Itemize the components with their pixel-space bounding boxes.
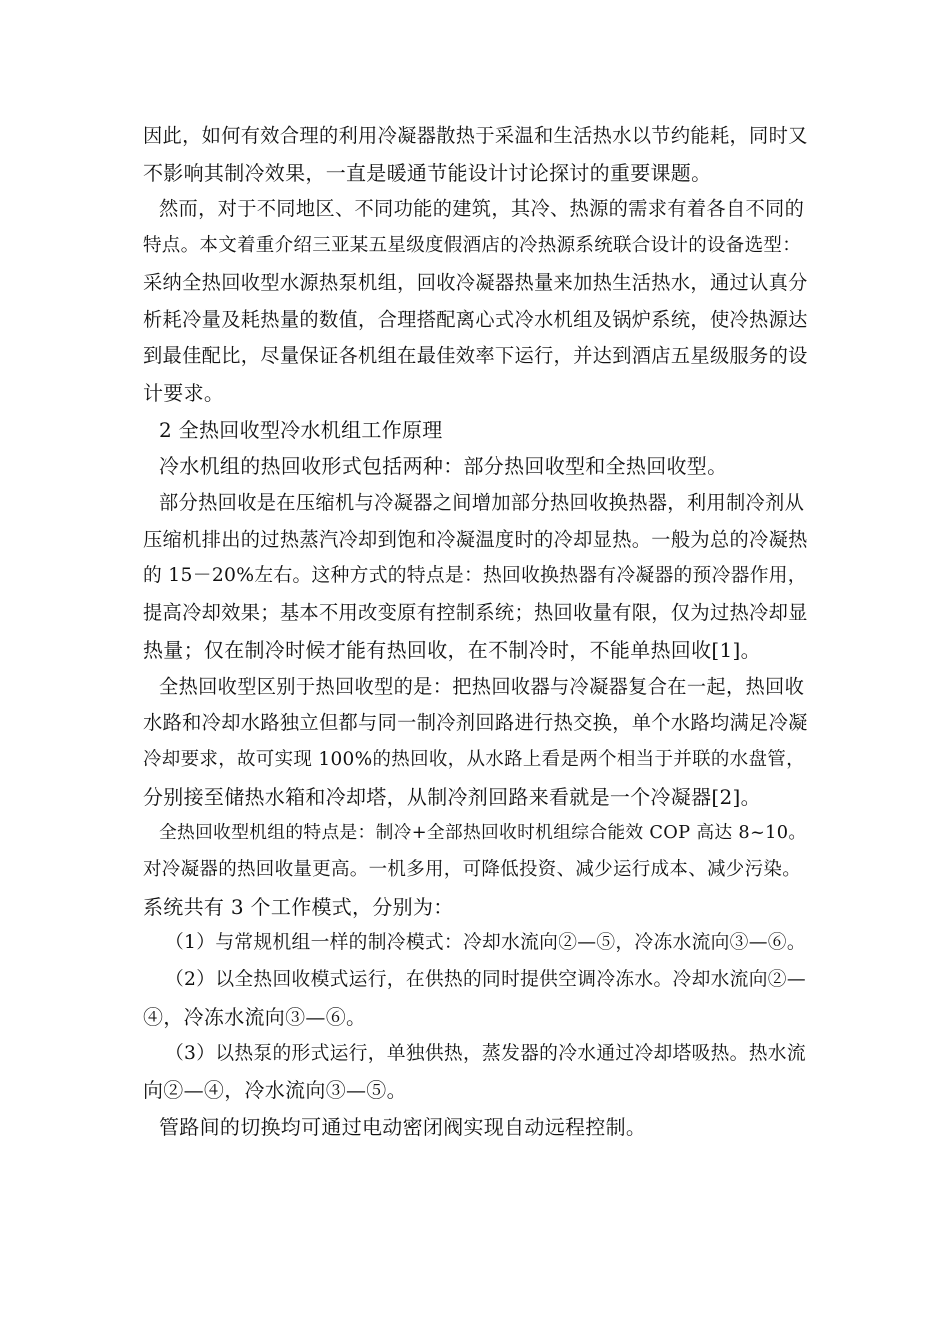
paragraph-switching (143, 1109, 808, 1146)
text-line: 对冷凝器的热回收量更高。一机多用，可降低投资、减少运行成本、减少污染。 (143, 859, 802, 881)
text-line: 采纳全热回收型水源热泵机组，回收冷凝器热量来加热生活热水，通过认真分 (143, 270, 808, 294)
text-line: 不影响其制冷效果，一直是暖通节能设计讨论探讨的重要课题。 (143, 160, 712, 185)
text-line: 到最佳配比，尽量保证各机组在最佳效率下运行，并达到酒店五星级服务的设 (143, 344, 808, 368)
paragraph-partial-recovery (143, 485, 808, 669)
paragraph-features (143, 815, 808, 925)
text-line: 的 15－20%左右。这种方式的特点是：热回收换热器有冷凝器的预冷器作用， (143, 565, 807, 587)
text-line: （2）以全热回收模式运行，在供热的同时提供空调冷冻水。冷却水流向②— (165, 969, 806, 991)
text-line: 因此，如何有效合理的利用冷凝器散热于采温和生活热水以节约能耗，同时又 (143, 124, 808, 147)
text-line: 管路间的切换均可通过电动密闭阀实现自动远程控制。 (159, 1114, 647, 1139)
paragraph-however (143, 191, 808, 411)
text-line: 全热回收型机组的特点是：制冷+全部热回收时机组综合能效 COP 高达 8~10。 (159, 823, 807, 844)
text-line: 压缩机排出的过热蒸汽冷却到饱和冷凝温度时的冷却显热。一般为总的冷凝热 (143, 527, 808, 551)
text-line: 然而，对于不同地区、不同功能的建筑，其冷、热源的需求有着各自不同的 (159, 197, 805, 221)
paragraph-full-recovery (143, 669, 808, 816)
text-line: 计要求。 (143, 380, 225, 405)
text-line: 冷却要求，故可实现 100%的热回收，从水路上看是两个相当于并联的水盘管， (143, 748, 805, 770)
text-line: 全热回收型区别于热回收型的是：把热回收器与冷凝器复合在一起，热回收 (159, 674, 805, 698)
list-item-mode-3 (143, 1036, 808, 1109)
text-line: 系统共有 3 个工作模式，分别为： (143, 894, 454, 919)
text-line: （1）与常规机组一样的制冷模式：冷却水流向②—⑤，冷冻水流向③—⑥。 (165, 932, 806, 954)
text-line: ④，冷冻水流向③—⑥。 (143, 1004, 367, 1029)
text-line: 提高冷却效果；基本不用改变原有控制系统；热回收量有限，仅为过热冷却显 (143, 601, 808, 625)
section-heading (143, 412, 808, 449)
text-line: 部分热回收是在压缩机与冷凝器之间增加部分热回收换热器，利用制冷剂从 (159, 491, 805, 515)
text-line: 水路和冷却水路独立但都与同一制冷剂回路进行热交换，单个水路均满足冷凝 (143, 711, 808, 735)
section-title: 2 全热回收型冷水机组工作原理 (159, 417, 443, 442)
text-line: 热量；仅在制冷时候才能有热回收，在不制冷时，不能单热回收[1]。 (143, 637, 761, 662)
text-line: （3）以热泵的形式运行，单独供热，蒸发器的冷水通过冷却塔吸热。热水流 (165, 1042, 806, 1064)
list-item-mode-2 (143, 962, 808, 1035)
text-line: 分别接至储热水箱和冷却塔，从制冷剂回路来看就是一个冷凝器[2]。 (143, 784, 761, 809)
text-line: 向②—④，冷水流向③—⑤。 (143, 1078, 407, 1103)
paragraph-forms (143, 448, 808, 485)
text-line: 析耗冷量及耗热量的数值，合理搭配离心式冷水机组及锅炉系统，使冷热源达 (143, 307, 808, 331)
text-line: 冷水机组的热回收形式包括两种：部分热回收型和全热回收型。 (159, 454, 728, 479)
paragraph-intro (143, 118, 808, 191)
document-page (143, 118, 808, 1146)
text-line: 特点。本文着重介绍三亚某五星级度假酒店的冷热源系统联合设计的设备选型： (143, 235, 802, 257)
list-item-mode-1 (143, 925, 808, 962)
